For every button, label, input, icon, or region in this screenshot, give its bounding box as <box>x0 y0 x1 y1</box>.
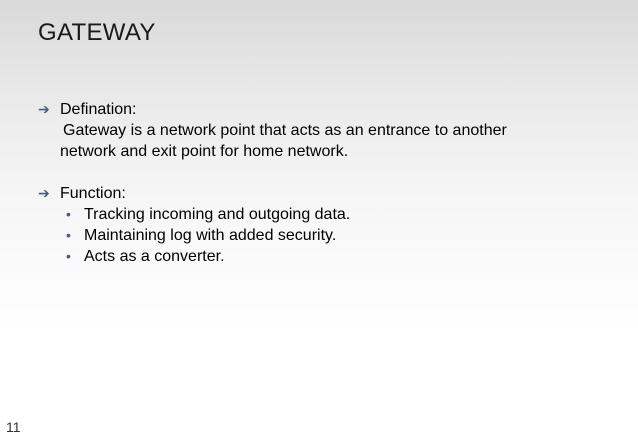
definition-text <box>38 120 618 162</box>
dot-icon: • <box>66 227 71 243</box>
function-item-text: Maintaining log with added security. <box>84 227 337 244</box>
slide-content <box>38 99 618 267</box>
function-item <box>38 246 618 267</box>
definition-line-1: Gateway is a network point that acts as an entrance to another <box>63 122 507 139</box>
dot-icon: • <box>66 206 71 222</box>
function-heading: Function: <box>60 185 126 202</box>
slide-title: GATEWAY <box>38 19 156 46</box>
function-item-text: Acts as a converter. <box>84 248 225 265</box>
arrow-right-icon: ➔ <box>38 185 50 201</box>
dot-icon: • <box>66 248 71 264</box>
arrow-right-icon: ➔ <box>38 101 50 117</box>
definition-heading: Defination: <box>60 101 137 118</box>
definition-line-2: network and exit point for home network. <box>60 143 349 160</box>
page-number: 11 <box>6 419 21 435</box>
function-item-text: Tracking incoming and outgoing data. <box>84 206 351 223</box>
function-item <box>38 204 618 225</box>
definition-bullet <box>38 99 618 120</box>
function-bullet <box>38 183 618 204</box>
function-item <box>38 225 618 246</box>
